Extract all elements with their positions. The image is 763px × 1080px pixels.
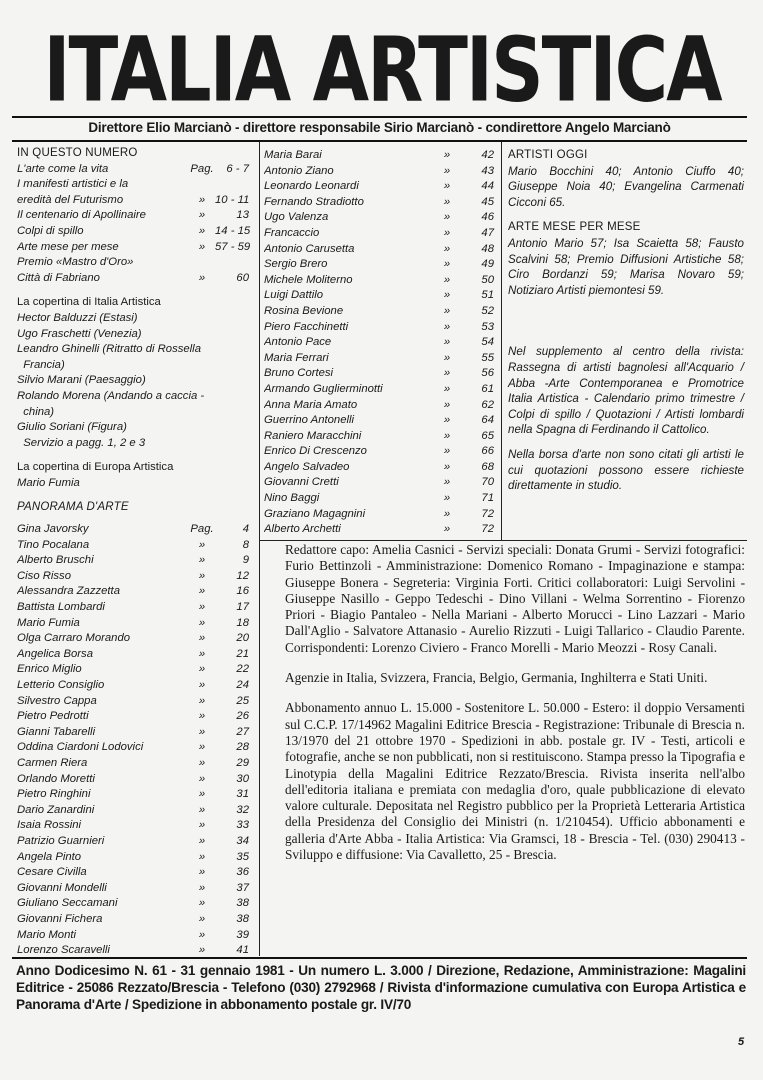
- item-mark: »: [198, 819, 206, 832]
- item-page: 35: [236, 850, 249, 863]
- divider-bottom: [12, 957, 747, 959]
- item-name: Graziano Magagnini: [264, 507, 366, 520]
- list-item: [264, 429, 494, 445]
- list-line: Mario Fumia: [17, 476, 80, 489]
- item-page: 66: [481, 445, 494, 458]
- item-mark: »: [443, 382, 451, 395]
- list-line: Rolando Morena (Andando a caccia -: [17, 389, 205, 402]
- column-divider-left: [259, 142, 260, 540]
- item-page: 29: [236, 756, 249, 769]
- right-column: [508, 148, 744, 494]
- item-page: 21: [236, 647, 249, 660]
- item-name: Gianni Tabarelli: [17, 725, 96, 738]
- list-item: [17, 631, 249, 647]
- item-mark: »: [198, 694, 206, 707]
- list-item: [264, 460, 494, 476]
- item-name: Alberto Bruschi: [17, 554, 94, 567]
- item-mark: »: [198, 897, 206, 910]
- item-page: 34: [236, 834, 249, 847]
- item-page: 72: [481, 507, 494, 520]
- item-name: Angelo Salvadeo: [264, 460, 350, 473]
- item-page: [215, 177, 249, 193]
- item-page: 41: [236, 944, 249, 957]
- list-item: [264, 304, 494, 320]
- item-name: Raniero Maracchini: [264, 429, 362, 442]
- item-name: Mario Monti: [17, 928, 77, 941]
- item-page: 8: [242, 538, 249, 551]
- item-name: Piero Facchinetti: [264, 320, 349, 333]
- item-name: Alessandra Zazzetta: [17, 585, 120, 598]
- list-item: [17, 240, 249, 256]
- list-item: [264, 351, 494, 367]
- item-name: Bruno Cortesi: [264, 367, 334, 380]
- directors-line: Direttore Elio Marcianò - direttore responsabile Sirio Marcianò - condirettore Angelo Marcianò: [88, 120, 671, 135]
- item-page: 38: [236, 897, 249, 910]
- list-item: [17, 850, 249, 866]
- item-name: Giuliano Seccamani: [17, 897, 118, 910]
- item-page: 22: [236, 663, 249, 676]
- item-name: Antonio Pace: [264, 336, 332, 349]
- item-name: Maria Ferrari: [264, 351, 329, 364]
- list-item: [264, 242, 494, 258]
- item-name: Pietro Pedrotti: [17, 710, 89, 723]
- item-page: 46: [481, 211, 494, 224]
- arte-mese-heading: ARTE MESE PER MESE: [508, 221, 641, 234]
- item-name: Ugo Valenza: [264, 211, 329, 224]
- list-line: Giulio Soriani (Figura): [17, 421, 127, 434]
- item-mark: »: [198, 647, 206, 660]
- list-item: [17, 255, 249, 271]
- item-name: I manifesti artistici e la: [17, 178, 129, 191]
- item-mark: »: [443, 289, 451, 302]
- item-mark: »: [443, 149, 451, 161]
- staff-box-top-rule: [259, 540, 747, 541]
- item-mark: [189, 177, 215, 193]
- item-page: 53: [481, 320, 494, 333]
- item-mark: »: [198, 756, 206, 769]
- list-item: [264, 288, 494, 304]
- item-mark: Pag.: [190, 162, 214, 175]
- item-page: 10 - 11: [215, 193, 250, 206]
- item-mark: »: [443, 304, 451, 317]
- list-item: [17, 662, 249, 678]
- item-mark: »: [198, 866, 206, 879]
- item-page: 61: [481, 382, 494, 395]
- item-name: Olga Carraro Morando: [17, 632, 131, 645]
- item-mark: »: [443, 211, 451, 224]
- list-item: [264, 491, 494, 507]
- list-item: [264, 226, 494, 242]
- left-column: [17, 146, 249, 959]
- list-item: [17, 694, 249, 710]
- item-name: Città di Fabriano: [17, 271, 100, 284]
- item-name: Giovanni Mondelli: [17, 881, 107, 894]
- item-page: 43: [481, 164, 494, 177]
- item-name: Fernando Stradiotto: [264, 195, 364, 208]
- item-page: [215, 255, 249, 271]
- item-mark: »: [198, 209, 206, 222]
- item-mark: »: [443, 492, 451, 505]
- item-page: 26: [236, 710, 249, 723]
- item-name: Armando Guglierminotti: [264, 382, 383, 395]
- list-item: [17, 522, 249, 538]
- item-page: 72: [481, 523, 494, 536]
- list-item: [17, 193, 249, 209]
- staff-credits: Redattore capo: Amelia Casnici - Servizi speciali: Donata Grumi - Servizi fotografici: Furio Bettinzoli - Amministrazione: Domenico Romano - Impaginazione e stampa: Giuseppe Bonera - Segreteria: Virginia Forti. Critici collaboratori: Luigi Servolini - Giuseppe Nasillo - Geppo Tedeschi - Dino Villani - Welma Sorrentino - Fiorenzo Priori - Biagio Pantaleo - Nella Mariani - Alberto Morucci - Lino Lazzari - Mario Dall'Aglio - Salvatore Attanasio - Aurelio Rizzuti - Luigi Tallarico - Claudio Parente. Corrispondenti: Lorenzo Civiero - Franco Morelli - Mario Meozzi - Rosy Canali.: [285, 542, 745, 655]
- masthead: [8, 34, 756, 116]
- item-name: Il centenario di Apollinaire: [17, 209, 146, 222]
- item-mark: »: [443, 242, 451, 255]
- divider-directors: [12, 140, 747, 142]
- page-number: 5: [738, 1036, 745, 1048]
- item-mark: »: [443, 414, 451, 427]
- staff-box-left-rule: [259, 540, 260, 956]
- item-mark: »: [443, 351, 451, 364]
- list-line: Hector Balduzzi (Estasi): [17, 311, 138, 324]
- item-page: 47: [481, 226, 494, 239]
- agencies-text: Agenzie in Italia, Svizzera, Francia, Belgio, Germania, Inghilterra e Stati Uniti.: [285, 670, 708, 686]
- list-item: [264, 335, 494, 351]
- item-page: 64: [481, 414, 494, 427]
- list-item: [17, 678, 249, 694]
- item-mark: »: [198, 944, 206, 957]
- list-item: [17, 569, 249, 585]
- list-item: [264, 164, 494, 180]
- list-item: [17, 772, 249, 788]
- list-item: [17, 177, 249, 193]
- item-mark: »: [198, 632, 206, 645]
- list-item: [17, 725, 249, 741]
- list-item: [264, 179, 494, 195]
- supplement-text: Nel supplemento al centro della rivista: Rassegna di artisti bagnolesi all'Acquario / Abba -Arte Contemporanea e Promotrice Italia Artistica - Calendario primo trimestre / Colpi di spillo / Quotazioni / Artisti lombardi nella Spagna di Ferdinando il Cattolico.: [508, 345, 744, 437]
- item-page: 55: [481, 351, 494, 364]
- item-page: 51: [481, 289, 494, 302]
- item-mark: »: [443, 429, 451, 442]
- panorama-list: [17, 522, 249, 959]
- item-page: 9: [242, 554, 249, 567]
- item-mark: »: [198, 772, 206, 785]
- item-mark: »: [443, 523, 451, 536]
- item-mark: »: [198, 663, 206, 676]
- item-page: 14 - 15: [215, 224, 251, 237]
- item-name: Giovanni Fichera: [17, 912, 103, 925]
- list-line: Francia): [17, 358, 65, 371]
- item-page: 17: [236, 601, 249, 614]
- list-item: [264, 195, 494, 211]
- list-item: [17, 600, 249, 616]
- list-item: [17, 896, 249, 912]
- list-item: [264, 507, 494, 523]
- item-mark: »: [198, 224, 206, 237]
- item-mark: »: [198, 928, 206, 941]
- item-page: 32: [236, 803, 249, 816]
- list-item: [17, 162, 249, 178]
- item-name: Letterio Consiglio: [17, 679, 105, 691]
- list-item: [17, 787, 249, 803]
- item-mark: »: [198, 601, 206, 614]
- item-name: L'arte come la vita: [17, 162, 109, 175]
- item-page: 44: [481, 180, 494, 193]
- item-name: Carmen Riera: [17, 756, 88, 769]
- item-mark: »: [198, 725, 206, 738]
- item-mark: »: [443, 476, 451, 489]
- item-name: Guerrino Antonelli: [264, 414, 355, 427]
- item-name: Mario Fumia: [17, 616, 80, 629]
- item-mark: Pag.: [190, 523, 214, 536]
- item-name: Alberto Archetti: [264, 523, 341, 536]
- item-mark: »: [198, 881, 206, 894]
- item-name: Antonio Ziano: [264, 164, 334, 177]
- item-page: 70: [481, 476, 494, 489]
- item-mark: »: [443, 258, 451, 271]
- item-page: 57 - 59: [215, 240, 251, 253]
- item-page: 49: [481, 258, 494, 271]
- magazine-title: ITALIA ARTISTICA: [43, 34, 721, 116]
- item-mark: »: [443, 320, 451, 333]
- item-name: Arte mese per mese: [17, 240, 119, 253]
- item-name: Luigi Dattilo: [264, 289, 324, 302]
- list-item: [264, 148, 494, 164]
- column-divider-right: [501, 142, 502, 540]
- item-name: Tino Pocalana: [17, 538, 90, 551]
- item-name: Enrico Miglio: [17, 663, 82, 676]
- panorama-heading: PANORAMA D'ARTE: [17, 501, 129, 514]
- item-page: 6 - 7: [226, 162, 249, 175]
- item-name: Premio «Mastro d'Oro»: [17, 256, 134, 269]
- item-mark: »: [443, 507, 451, 520]
- item-mark: »: [198, 271, 206, 284]
- cover-ia-heading: La copertina di Italia Artistica: [17, 296, 161, 309]
- item-mark: »: [198, 679, 206, 691]
- item-name: Isaia Rossini: [17, 819, 82, 832]
- list-item: [17, 756, 249, 772]
- divider-top: [12, 116, 747, 118]
- item-page: 65: [481, 429, 494, 442]
- item-mark: »: [198, 850, 206, 863]
- item-name: Colpi di spillo: [17, 224, 84, 237]
- item-mark: »: [443, 180, 451, 193]
- item-name: Angela Pinto: [17, 850, 82, 863]
- item-page: 30: [236, 772, 249, 785]
- item-mark: »: [198, 710, 206, 723]
- item-mark: »: [198, 834, 206, 847]
- list-item: [264, 366, 494, 382]
- item-mark: »: [198, 741, 206, 754]
- item-name: Maria Barai: [264, 149, 322, 161]
- list-item: [17, 538, 249, 554]
- item-mark: »: [443, 336, 451, 349]
- item-name: Lorenzo Scaravelli: [17, 944, 110, 957]
- item-mark: »: [198, 538, 206, 551]
- list-item: [17, 647, 249, 663]
- item-page: 28: [236, 741, 249, 754]
- item-page: 12: [236, 569, 249, 582]
- item-name: Angelica Borsa: [17, 647, 93, 660]
- item-mark: »: [443, 460, 451, 473]
- list-item: [17, 803, 249, 819]
- item-mark: »: [198, 788, 206, 801]
- item-page: 4: [242, 523, 249, 536]
- item-mark: »: [443, 273, 451, 286]
- list-item: [264, 382, 494, 398]
- list-item: [264, 320, 494, 336]
- staff-box: [285, 542, 745, 863]
- item-name: Rosina Bevione: [264, 304, 344, 317]
- list-item: [264, 273, 494, 289]
- item-mark: »: [443, 195, 451, 208]
- list-item: [17, 709, 249, 725]
- item-page: 50: [481, 273, 494, 286]
- item-page: 60: [236, 271, 249, 284]
- list-line: Silvio Marani (Paesaggio): [17, 374, 146, 387]
- item-mark: »: [443, 445, 451, 458]
- item-mark: »: [198, 616, 206, 629]
- artisti-oggi-text: Mario Bocchini 40; Antonio Ciuffo 40; Giuseppe Noia 40; Evangelina Carmenati Cicconi 65.: [508, 164, 744, 209]
- list-item: [17, 928, 249, 944]
- list-item: [17, 881, 249, 897]
- item-name: Francaccio: [264, 226, 320, 239]
- middle-column: [264, 148, 494, 538]
- list-item: [17, 818, 249, 834]
- item-page: 68: [481, 460, 494, 473]
- item-name: Patrizio Guarnieri: [17, 834, 105, 847]
- artisti-oggi-heading: ARTISTI OGGI: [508, 149, 588, 161]
- item-page: 27: [236, 725, 249, 738]
- item-page: 33: [236, 819, 249, 832]
- list-item: [264, 475, 494, 491]
- item-mark: »: [198, 803, 206, 816]
- list-item: [17, 224, 249, 240]
- item-page: 36: [236, 866, 249, 879]
- contents-heading: IN QUESTO NUMERO: [17, 147, 138, 159]
- list-item: [17, 740, 249, 756]
- contents-list: [17, 162, 249, 287]
- item-page: 18: [236, 616, 249, 629]
- list-item: [264, 210, 494, 226]
- list-item: [264, 257, 494, 273]
- item-name: Cesare Civilla: [17, 866, 87, 879]
- list-item: [17, 616, 249, 632]
- item-page: 62: [481, 398, 494, 411]
- item-mark: »: [198, 912, 206, 925]
- item-page: 45: [481, 195, 494, 208]
- item-name: Oddina Ciardoni Lodovici: [17, 741, 144, 754]
- list-line: Servizio a pagg. 1, 2 e 3: [17, 436, 146, 449]
- list-item: [17, 553, 249, 569]
- item-name: Antonio Carusetta: [264, 242, 355, 255]
- item-name: Anna Maria Amato: [264, 398, 358, 411]
- item-name: Giovanni Cretti: [264, 476, 339, 489]
- cover-ea-heading: La copertina di Europa Artistica: [17, 461, 174, 474]
- item-page: 38: [236, 912, 249, 925]
- item-mark: »: [198, 240, 206, 253]
- list-item: [264, 444, 494, 460]
- item-page: 56: [481, 367, 494, 380]
- item-mark: »: [198, 554, 206, 567]
- cover-ea-list: [17, 476, 249, 492]
- item-name: Battista Lombardi: [17, 601, 105, 614]
- list-item: [17, 834, 249, 850]
- borsa-text: Nella borsa d'arte non sono citati gli artisti le cui quotazioni possono essere richieste direttamente in studio.: [508, 447, 744, 493]
- list-item: [264, 398, 494, 414]
- item-name: Leonardo Leonardi: [264, 180, 359, 193]
- item-name: Silvestro Cappa: [17, 694, 97, 707]
- list-item: [17, 271, 249, 287]
- list-item: [264, 522, 494, 538]
- footer-text: Anno Dodicesimo N. 61 - 31 gennaio 1981 - Un numero L. 3.000 / Direzione, Redazione, Amministrazione: Magalini Editrice - 25086 Rezzato/Brescia - Telefono (030) 2792968 / Rivista d'informazione cumulativa con Europa Artistica e Panorama d'Arte / Spedizione in abbonamento postale gr. IV/70: [16, 963, 746, 1012]
- item-mark: »: [443, 367, 451, 380]
- item-name: Dario Zanardini: [17, 803, 95, 816]
- item-name: Enrico Di Crescenzo: [264, 445, 367, 458]
- item-page: 24: [236, 679, 249, 691]
- item-page: 37: [236, 881, 249, 894]
- subscription-text: Abbonamento annuo L. 15.000 - Sostenitore L. 50.000 - Estero: il doppio Versamenti sul C.C.P. 17/14962 Magalini Editrice Brescia - Registrazione: Tribunale di Brescia n. 13/1970 del 21 ottobre 1970 - Spedizioni in abb. postale gr. IV - Testi, articoli e fotografie, anche se non pubblicati, non si restituiscono. Stampa presso la Tipografia e Linotypia della Magalini Editrice Rezzato/Brescia. Rivista inserita nell'albo dell'editoria italiana e premiata con medaglia d'oro, quale pubblicazione di elevato valore culturale. Depositata nel Registro pubblico per la Proprietà Letteraria Artistica della Presidenza del Consiglio dei Ministri (n. 1/210454). Ufficio abbonamenti e galleria d'Arte Abba - Italia Artistica: Via Gramsci, 18 - Brescia - Tel. (030) 290413 - Sviluppo e diffusione: Via Cavalletto, 25 - Brescia.: [285, 700, 745, 863]
- list-line: Leandro Ghinelli (Ritratto di Rossella: [17, 343, 201, 356]
- list-item: [17, 208, 249, 224]
- item-page: 25: [236, 694, 249, 707]
- list-line: china): [17, 405, 55, 418]
- item-mark: »: [198, 585, 206, 598]
- list-item: [17, 865, 249, 881]
- item-page: 52: [481, 304, 494, 317]
- item-mark: »: [198, 569, 206, 582]
- item-mark: [189, 255, 215, 271]
- item-name: Sergio Brero: [264, 258, 328, 271]
- item-name: eredità del Futurismo: [17, 193, 124, 206]
- list-item: [17, 912, 249, 928]
- item-mark: »: [198, 193, 206, 206]
- item-name: Gina Javorsky: [17, 523, 89, 536]
- item-name: Ciso Risso: [17, 569, 71, 582]
- item-page: 71: [481, 492, 494, 505]
- item-mark: »: [443, 398, 451, 411]
- list-line: Ugo Fraschetti (Venezia): [17, 327, 142, 340]
- item-page: 13: [236, 209, 249, 222]
- item-page: 20: [236, 632, 249, 645]
- item-name: Orlando Moretti: [17, 772, 95, 785]
- list-item: [17, 584, 249, 600]
- item-name: Pietro Ringhini: [17, 788, 91, 801]
- item-mark: »: [443, 164, 451, 177]
- arte-mese-text: Antonio Mario 57; Isa Scaietta 58; Fausto Scalvini 58; Premio Diffusioni Artistiche 58; Ciro Bordanzi 59; Marisa Novaro 59; Notiziaro Artisti piemontesi 59.: [508, 236, 744, 297]
- item-page: 16: [236, 585, 249, 598]
- cover-ia-list: [17, 311, 249, 451]
- list-item: [264, 413, 494, 429]
- item-page: 54: [481, 336, 494, 349]
- middle-list: [264, 148, 494, 538]
- item-name: Michele Moliterno: [264, 273, 353, 286]
- item-page: 31: [236, 788, 249, 801]
- item-page: 48: [481, 242, 494, 255]
- item-page: 42: [481, 149, 494, 161]
- item-mark: »: [443, 226, 451, 239]
- item-name: Nino Baggi: [264, 492, 320, 505]
- item-page: 39: [236, 928, 249, 941]
